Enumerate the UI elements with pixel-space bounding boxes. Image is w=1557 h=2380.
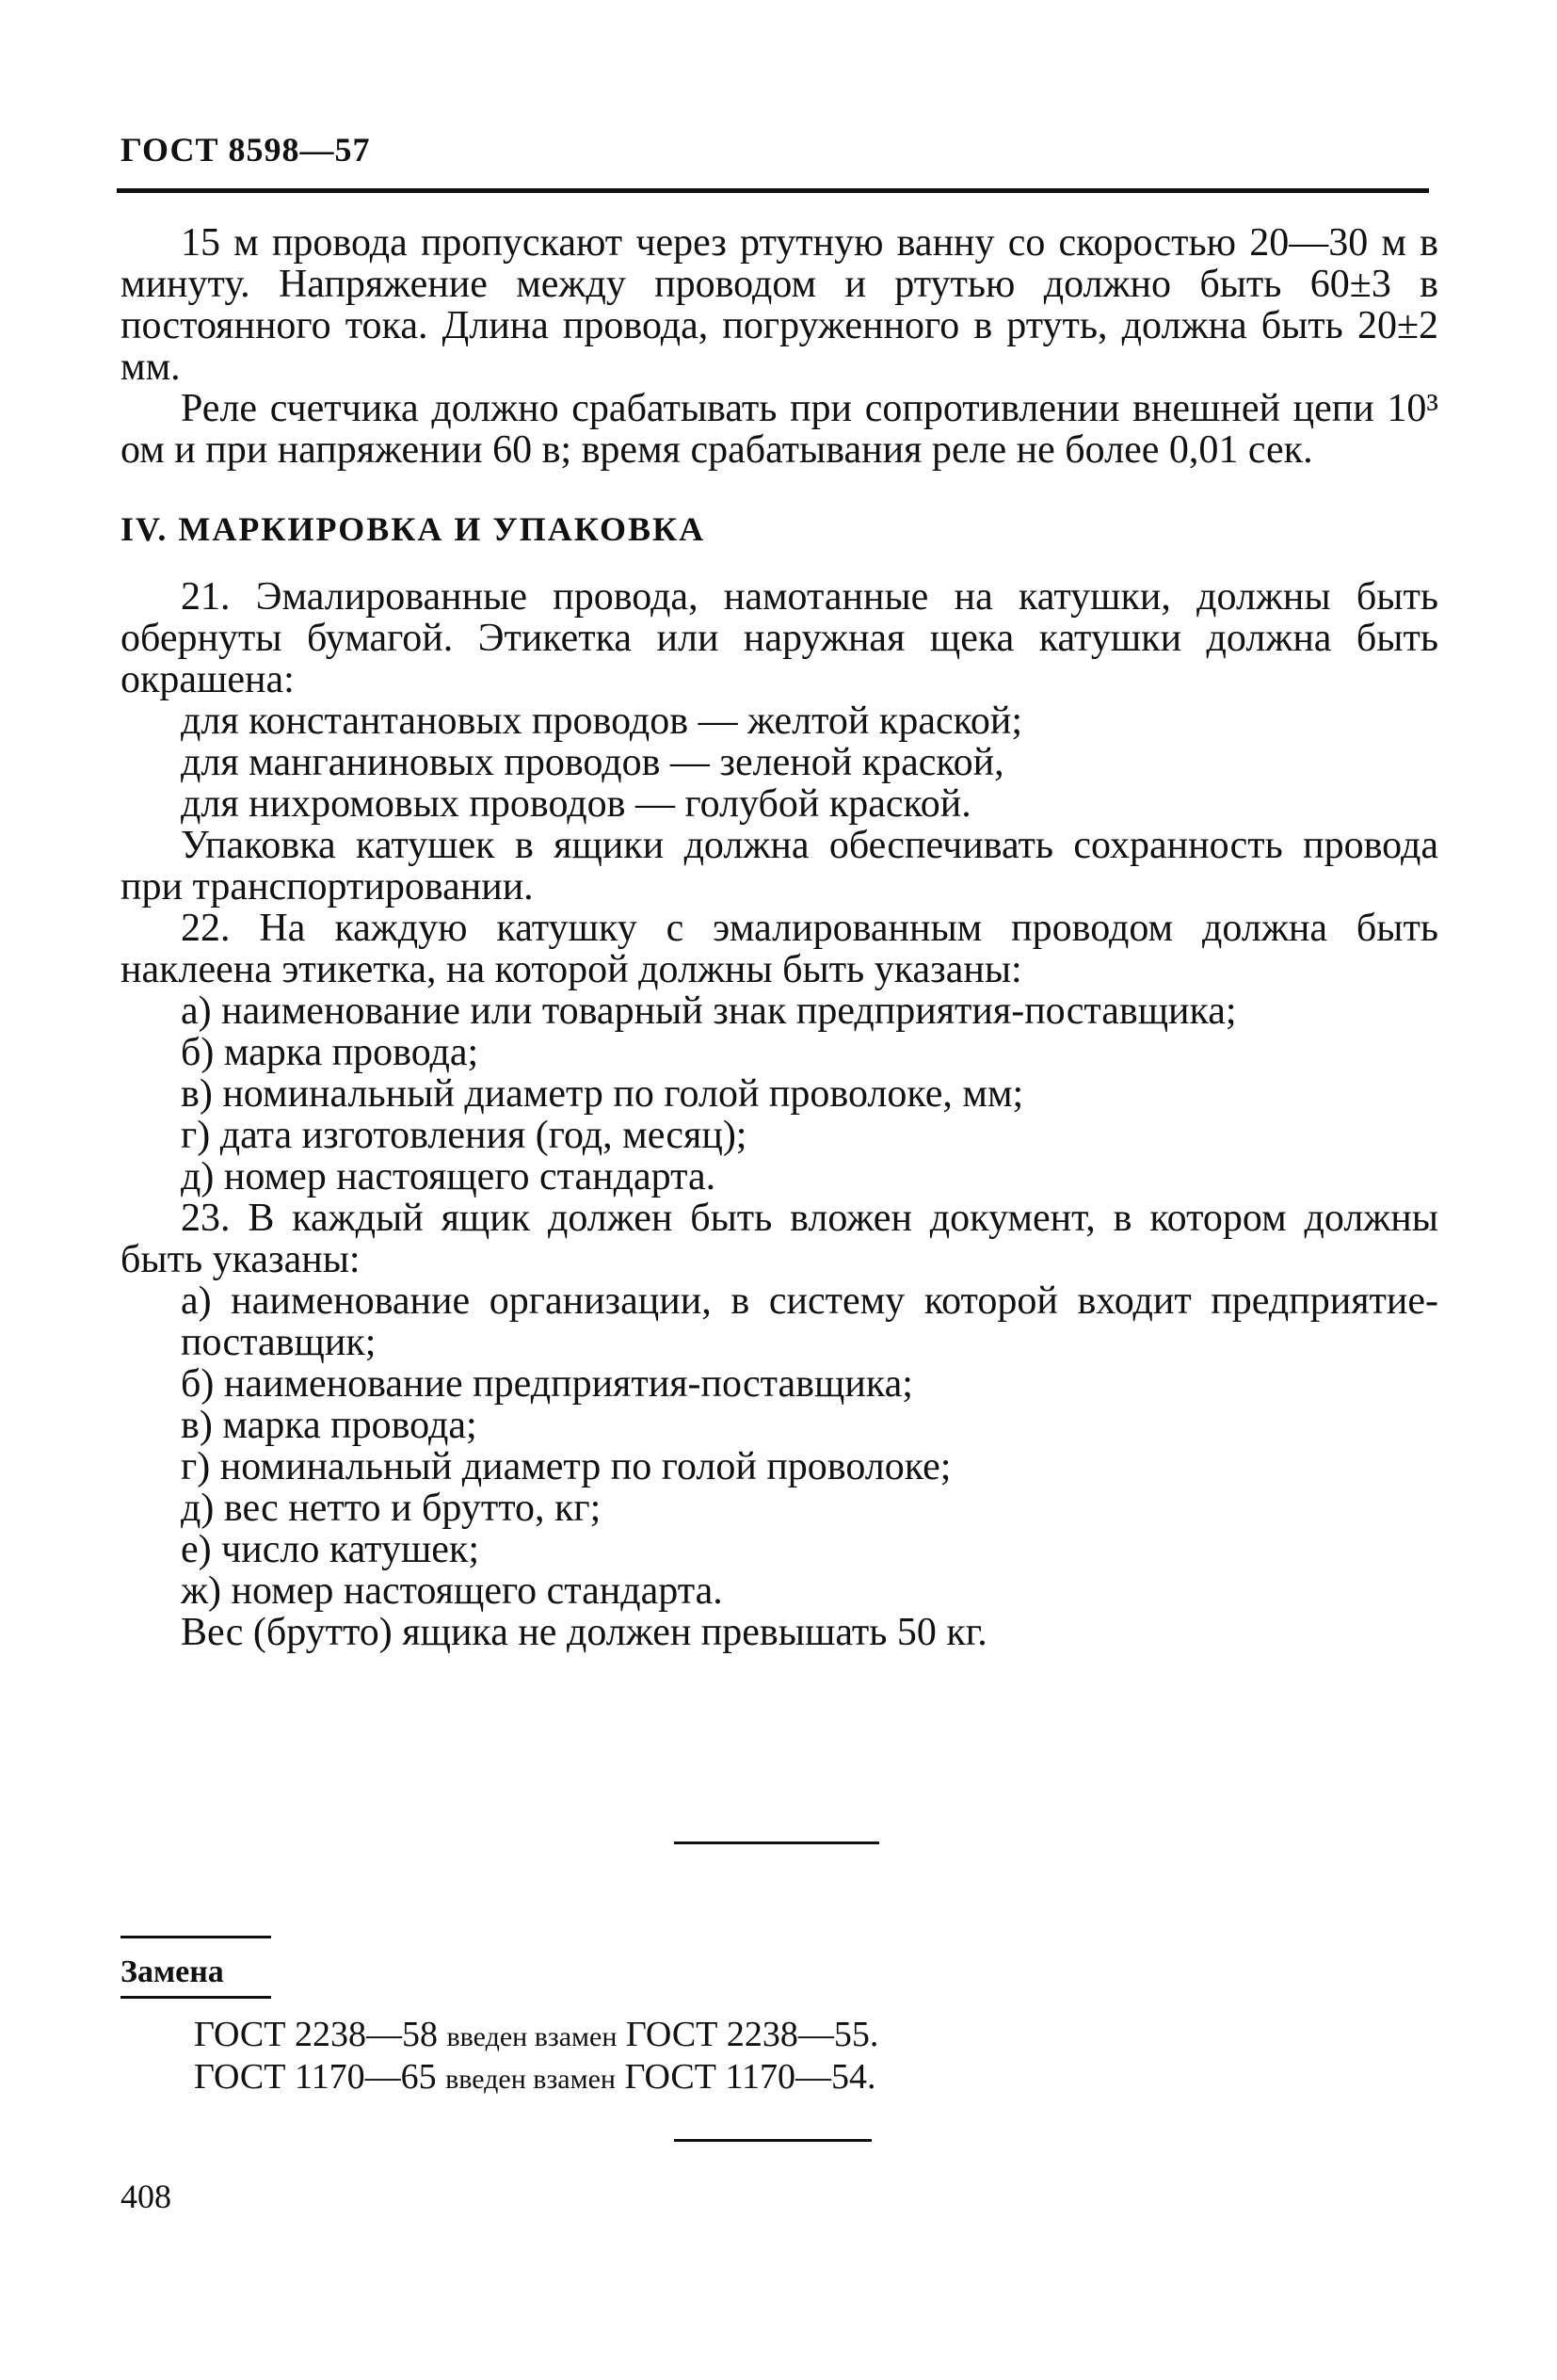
replacement-rule-bottom [120,1996,271,1999]
list-item: г) номинальный диаметр по голой проволоке; [181,1445,952,1488]
clause-23-outro: Вес (брутто) ящика не должен превышать 50 кг. [181,1611,987,1654]
new-standard: ГОСТ 1170—65 [194,2057,437,2097]
clause-21-outro: Упаковка катушек в ящики должна обеспечивать сохранность провода при транспортировании. [120,824,1438,909]
old-standard: ГОСТ 2238—55. [625,2015,879,2054]
replacement-list [194,2015,878,2099]
old-standard: ГОСТ 1170—54. [624,2057,876,2097]
list-item: а) наименование организации, в систему которой входит предприятие-поставщик; [181,1279,1438,1364]
list-item: г) дата изготовления (год, месяц); [181,1114,747,1157]
replacement-text: введен взамен [446,2021,618,2052]
list-item: для нихромовых проводов — голубой краской. [181,782,971,826]
list-item: а) наименование или товарный знак предприятия-поставщика; [181,989,1237,1033]
clause-23-intro: 23. В каждый ящик должен быть вложен документ, в котором должны быть указаны: [120,1197,1438,1281]
list-item: для манганиновых проводов — зеленой краской, [181,741,1004,784]
list-item: д) номер настоящего стандарта. [181,1155,716,1198]
replacement-title: Замена [120,1954,224,1989]
paragraph-relay: Реле счетчика должно срабатывать при сопротивлении внешней цепи 10³ ом и при напряжении 60 в; время срабатывания реле не более 0,01 сек. [120,387,1438,472]
paragraph-mercury-test: 15 м провода пропускают через ртутную ванну со скоростью 20—30 м в минуту. Напряжение между проводом и ртутью должно быть 60±3 в постоянного тока. Длина провода, погруженного в ртуть, должна быть 20±2 мм. [120,221,1438,389]
document-header: ГОСТ 8598—57 [120,131,371,169]
section-title: IV. МАРКИРОВКА И УПАКОВКА [120,510,706,548]
replacement-line [194,2057,878,2099]
separator-rule [674,1841,879,1844]
header-rule [117,188,1429,193]
replacement-rule-top [120,1936,271,1938]
list-item: в) марка провода; [181,1404,477,1447]
new-standard: ГОСТ 2238—58 [194,2015,438,2054]
list-item: для константановых проводов — желтой краской; [181,700,1023,743]
list-item: б) марка провода; [181,1031,479,1074]
replacement-text: введен взамен [445,2064,616,2095]
list-item: д) вес нетто и брутто, кг; [181,1487,602,1530]
list-item: б) наименование предприятия-поставщика; [181,1362,913,1406]
separator-rule-bottom [674,2139,872,2142]
page-number: 408 [120,2178,171,2215]
list-item: ж) номер настоящего стандарта. [181,1569,723,1613]
clause-21-intro: 21. Эмалированные провода, намотанные на катушки, должны быть обернуты бумагой. Этикетка или наружная щека катушки должна быть окрашена: [120,575,1438,701]
list-item: в) номинальный диаметр по голой проволоке, мм; [181,1072,1024,1116]
document-body [120,222,1438,1653]
list-item: е) число катушек; [181,1528,480,1571]
clause-22-intro: 22. На каждую катушку с эмалированным проводом должна быть наклеена этикетка, на которой должны быть указаны: [120,907,1438,991]
replacement-line [194,2015,878,2057]
